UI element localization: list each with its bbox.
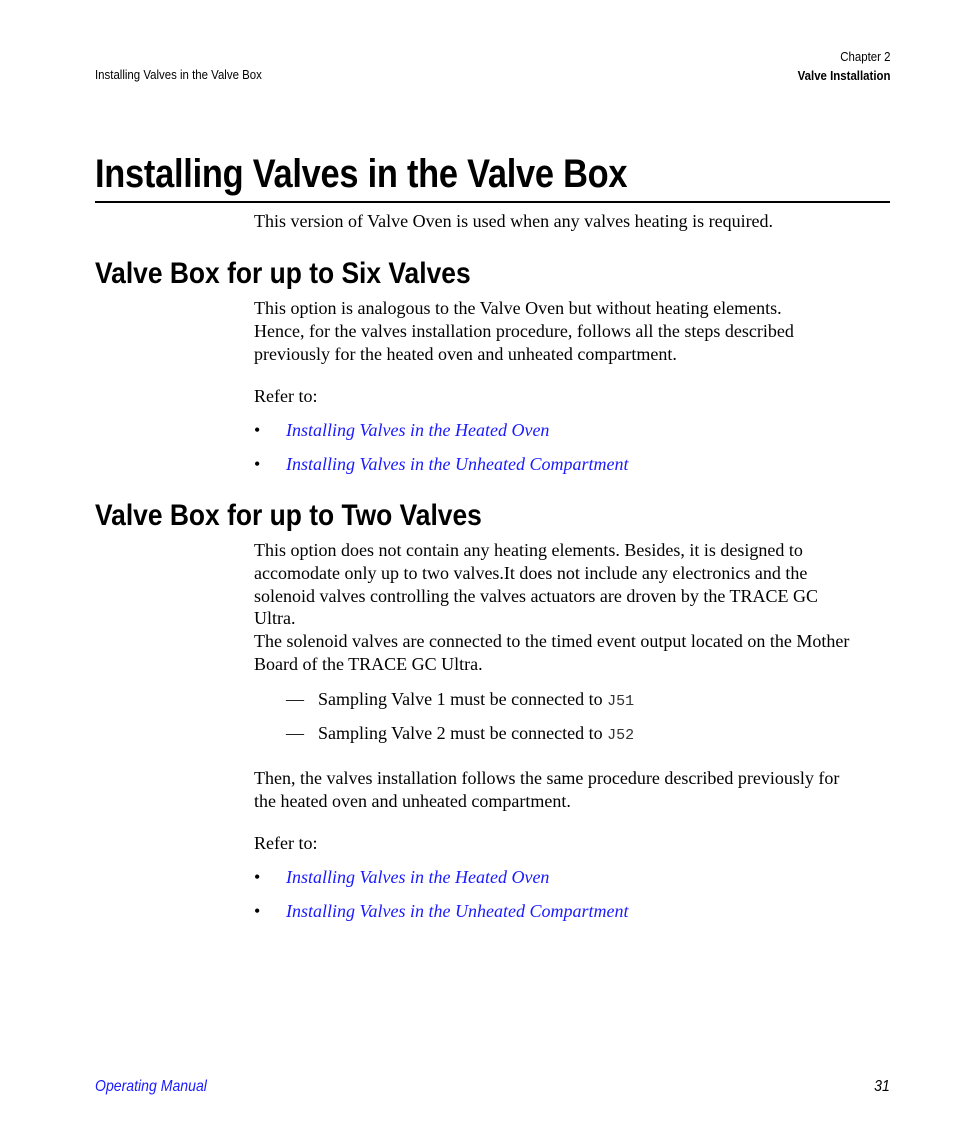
heading-two-valves: Valve Box for up to Two Valves <box>95 499 482 532</box>
text-line: solenoid valves controlling the valves actuators are droven by the TRACE GC <box>254 585 819 606</box>
text-line: This option does not contain any heating elements. Besides, it is designed to <box>254 540 803 560</box>
text-line: previously for the heated oven and unheated compartment. <box>254 343 677 364</box>
text-line: accomodate only up to two valves.It does not include any electronics and the <box>254 562 808 583</box>
dash-item-text: Sampling Valve 1 must be connected to <box>318 689 608 709</box>
page-number: 31 <box>874 1078 890 1095</box>
running-header-left: Installing Valves in the Valve Box <box>95 67 262 82</box>
connector-code: J52 <box>607 727 635 744</box>
text-line: Then, the valves installation follows the same procedure described previously for <box>254 768 840 788</box>
text-line: Hence, for the valves installation procedure, follows all the steps described <box>254 320 794 341</box>
refer-to-label: Refer to: <box>254 833 318 853</box>
bullet-marker: • <box>254 420 261 440</box>
two-valves-paragraph <box>254 539 894 676</box>
text-line: the heated oven and unheated compartment. <box>254 790 571 811</box>
bullet-marker: • <box>254 454 261 474</box>
list-item <box>254 419 549 441</box>
bullet-marker: • <box>254 901 261 921</box>
section-label: Valve Installation <box>797 68 890 83</box>
six-valves-paragraph <box>254 297 894 365</box>
list-item <box>254 453 628 475</box>
dash-marker: — <box>286 723 304 743</box>
dash-marker: — <box>286 689 304 709</box>
link-unheated-compartment[interactable]: Installing Valves in the Unheated Compartment <box>286 901 629 921</box>
dash-item <box>286 722 634 747</box>
intro-paragraph: This version of Valve Oven is used when any valves heating is required. <box>254 211 774 231</box>
text-line: Board of the TRACE GC Ultra. <box>254 653 483 674</box>
bullet-marker: • <box>254 867 261 887</box>
list-item <box>254 900 628 922</box>
text-line: This option is analogous to the Valve Oven but without heating elements. <box>254 298 782 318</box>
connector-code: J51 <box>607 693 635 710</box>
link-heated-oven[interactable]: Installing Valves in the Heated Oven <box>286 420 550 440</box>
title-rule <box>95 201 890 203</box>
page-title: Installing Valves in the Valve Box <box>95 152 628 196</box>
text-line: Ultra. <box>254 608 296 629</box>
procedure-paragraph <box>254 767 894 813</box>
footer-manual-title[interactable]: Operating Manual <box>95 1078 207 1095</box>
dash-item <box>286 688 634 713</box>
chapter-label: Chapter 2 <box>839 49 890 64</box>
list-item <box>254 866 549 888</box>
link-heated-oven[interactable]: Installing Valves in the Heated Oven <box>286 867 550 887</box>
running-header-right <box>797 47 890 85</box>
dash-item-text: Sampling Valve 2 must be connected to <box>318 723 608 743</box>
text-line: The solenoid valves are connected to the timed event output located on the Mother <box>254 631 850 652</box>
refer-to-label: Refer to: <box>254 386 318 406</box>
heading-six-valves: Valve Box for up to Six Valves <box>95 257 471 290</box>
link-unheated-compartment[interactable]: Installing Valves in the Unheated Compartment <box>286 454 629 474</box>
